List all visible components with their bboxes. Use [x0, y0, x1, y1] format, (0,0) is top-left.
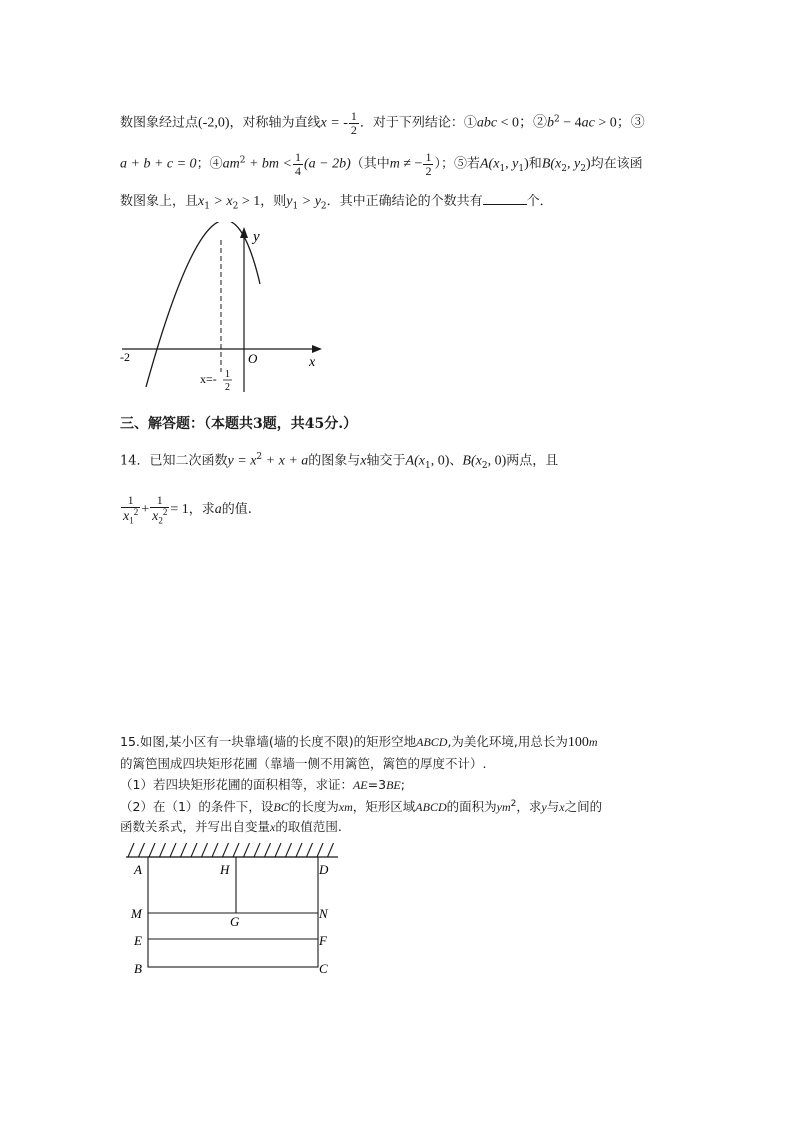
text: 两点，且 [506, 453, 559, 469]
answer-blank[interactable] [483, 194, 527, 205]
math: B [541, 156, 551, 172]
hatch-stroke [139, 843, 145, 857]
text: ，对称轴为直线 [229, 115, 321, 131]
point: (-2,0) [198, 115, 230, 131]
text: 之间的 [564, 799, 603, 815]
parabola-curve [146, 222, 260, 387]
math: a [214, 502, 222, 518]
text: 的面积为 [446, 799, 497, 815]
minus-two-label: -2 [120, 350, 130, 364]
exponent: 2 [510, 799, 517, 809]
text: ；④ [196, 156, 223, 172]
denominator: 2 [425, 163, 432, 178]
math: (x [488, 156, 500, 172]
text: 的取值范围. [275, 819, 342, 834]
q14-line-1 [120, 453, 558, 471]
subscript: 1 [518, 164, 525, 175]
q13-line-2 [120, 151, 643, 177]
math: x [198, 194, 205, 209]
text: 与 [546, 799, 560, 815]
exponent: 2 [239, 155, 246, 166]
hatch-stroke [233, 843, 239, 857]
hatch-stroke [296, 843, 302, 857]
math: y = x [227, 453, 257, 469]
math: x [559, 800, 565, 815]
hatch-stroke [275, 843, 281, 857]
text: 的值. [221, 502, 252, 518]
hatch-stroke [265, 843, 271, 857]
math: BC [273, 800, 289, 815]
text: ，求 [516, 799, 542, 815]
subscript: 1 [292, 201, 299, 212]
text: 数图象上，且 [120, 194, 199, 209]
label-g: G [230, 914, 240, 929]
math: , y [505, 156, 519, 172]
label-m: M [131, 906, 142, 921]
math: ) [524, 156, 529, 172]
math: ym [496, 800, 511, 815]
math: > 1 [238, 194, 261, 209]
text: ．其中正确结论的个数共有 [326, 194, 483, 209]
q15-line-4 [120, 800, 602, 814]
hatch-stroke [160, 843, 166, 857]
math: B [462, 453, 471, 469]
math: m [389, 156, 400, 172]
math: b [547, 115, 554, 131]
text: 、 [449, 453, 463, 469]
numerator: 1 [425, 150, 432, 164]
text: 和 [528, 156, 542, 172]
math: + x + a [262, 453, 309, 469]
subscript: 2 [481, 460, 488, 471]
text: =3 [367, 777, 387, 792]
math: x [123, 508, 130, 524]
hatch-stroke [202, 843, 208, 857]
text: 的图象与 [308, 453, 361, 469]
math: 100 [567, 735, 589, 750]
math: (a − 2b) [303, 156, 351, 172]
math: AE [352, 778, 368, 792]
math: − 4 [559, 115, 582, 131]
math: x [152, 508, 159, 524]
math: y [541, 800, 547, 815]
text: 个． [526, 194, 553, 209]
text: > 0；③ [594, 115, 645, 131]
y-label: y [253, 229, 260, 245]
text: （2）在（1）的条件下，设 [120, 799, 274, 815]
subscript: 2 [158, 514, 163, 525]
x-axis-arrow [312, 345, 322, 353]
subscript: 1 [204, 201, 210, 212]
math: ABCD [416, 735, 448, 749]
text: ．对于下列结论：① [359, 115, 477, 131]
label-c: C [319, 961, 328, 976]
hatch-stroke [223, 843, 229, 857]
denominator: 4 [294, 163, 301, 178]
math: (x [470, 453, 482, 469]
x-label: x [309, 355, 316, 370]
hatch-stroke [244, 843, 250, 857]
subscript: 2 [580, 164, 586, 175]
hatch-stroke [317, 843, 323, 857]
text: ,为美化环境,用总长为 [447, 734, 568, 749]
subscript: 2 [561, 164, 567, 175]
parabola-graph [110, 222, 340, 402]
hatch-stroke [149, 843, 155, 857]
wall-hatching [128, 843, 334, 857]
hatch-stroke [170, 843, 176, 857]
math: , 0) [487, 453, 507, 469]
fence-figure [118, 838, 348, 983]
numerator: 1 [121, 494, 140, 508]
exponent: 2 [162, 506, 168, 517]
text: 14．已知二次函数 [120, 453, 228, 469]
math: + bm < [245, 156, 292, 172]
math: (x [414, 453, 425, 469]
text: ，矩形区域 [352, 799, 416, 815]
text: 15.如图,某小区有一块靠墙(墙的长度不限)的矩形空地 [120, 734, 417, 749]
text: （1）若四块矩形花圃的面积相等，求证： [120, 777, 353, 792]
q15-line-3 [120, 779, 405, 792]
math: < 0；② [497, 115, 547, 131]
symmetry-label: x=- [200, 372, 217, 386]
math: y [286, 194, 293, 209]
text: ; [400, 777, 405, 792]
label-e: E [134, 933, 142, 948]
q14-line-2 [120, 494, 252, 525]
text: 函数关系式，并写出自变量 [120, 819, 271, 834]
math: A [479, 156, 489, 172]
q13-line-3 [120, 194, 553, 212]
rectangle-abcd [148, 857, 318, 967]
q13-line-1 [120, 110, 645, 136]
hatch-stroke [191, 843, 197, 857]
q15-line-5 [120, 821, 342, 834]
label-d: D [319, 862, 329, 877]
text: 均在该函 [590, 156, 643, 172]
label-f: F [319, 933, 327, 948]
subscript: 2 [232, 201, 239, 212]
symmetry-label-numerator: 1 [225, 369, 230, 380]
text: （其中 [350, 156, 390, 172]
math: > y [298, 194, 321, 209]
q15-line-1 [120, 736, 598, 750]
hatch-stroke [286, 843, 292, 857]
label-b: B [134, 961, 142, 976]
numerator: 1 [350, 109, 357, 123]
math: > x [209, 194, 233, 209]
hatch-stroke [128, 843, 134, 857]
section-heading: 三、解答题：（本题共3题，共45分.） [120, 416, 358, 432]
text: 轴交于 [366, 453, 406, 469]
hatch-stroke [254, 843, 260, 857]
q15-line-2: 的篱笆围成四块矩形花圃（靠墙一侧不用篱笆，篱笆的厚度不计）. [120, 756, 487, 771]
hatch-stroke [307, 843, 313, 857]
text: 的长度为 [288, 799, 339, 815]
math: am [222, 156, 240, 172]
text: ）；⑤若 [434, 156, 480, 172]
hatch-stroke [328, 843, 334, 857]
label-n: N [319, 906, 328, 921]
numerator: 1 [294, 150, 301, 164]
math: , 0) [430, 453, 450, 469]
exponent: 2 [133, 506, 139, 517]
hatch-stroke [181, 843, 187, 857]
fraction [423, 151, 433, 177]
symmetry-label-denominator: 2 [225, 382, 230, 393]
math: (x [550, 156, 562, 172]
math: x [270, 820, 276, 834]
math: a + b + c = 0 [120, 156, 197, 172]
math: , y [567, 156, 581, 172]
subscript: 1 [424, 460, 431, 471]
exponent: 2 [256, 452, 263, 462]
subscript: 1 [499, 164, 506, 175]
denominator: 2 [350, 122, 357, 137]
math: abc [476, 115, 498, 131]
subscript: 1 [129, 514, 134, 525]
math: ) [585, 156, 591, 172]
math: x [360, 453, 367, 469]
origin-label: O [248, 351, 258, 366]
text: ，求 [188, 502, 215, 518]
exponent: 2 [554, 114, 560, 125]
math: = 1 [170, 502, 189, 518]
fraction [349, 110, 359, 136]
label-a: A [134, 862, 142, 877]
text: ，则 [260, 194, 287, 209]
hatch-stroke [212, 843, 218, 857]
math: + [141, 502, 150, 518]
math: xm [338, 800, 353, 815]
fraction [293, 151, 303, 177]
math: ≠ − [399, 156, 423, 172]
math: A [405, 453, 415, 469]
subscript: 2 [320, 201, 327, 212]
text: 数图象经过点 [120, 115, 199, 131]
label-h: H [220, 862, 230, 877]
numerator: 1 [150, 494, 169, 508]
fraction-2 [150, 494, 169, 525]
fraction-1 [121, 494, 140, 525]
math: ABCD [415, 800, 447, 815]
math: x = - [320, 115, 348, 131]
math: ac [581, 115, 595, 131]
math: m [588, 735, 598, 749]
math: BE [386, 778, 401, 792]
